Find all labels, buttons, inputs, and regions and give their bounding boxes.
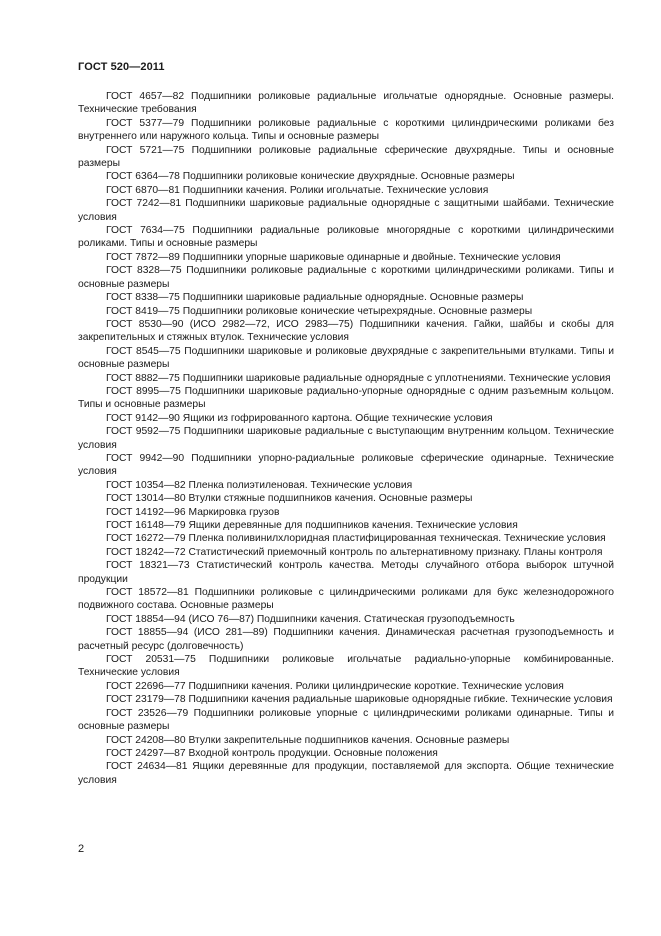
reference-item: ГОСТ 8882—75 Подшипники шариковые радиальные однорядные с уплотнениями. Технические условия (106, 372, 611, 384)
reference-item: ГОСТ 20531—75 Подшипники роликовые игольчатые радиально-упорные комбинированные. Технические условия (78, 654, 614, 679)
reference-item: ГОСТ 24634—81 Ящики деревянные для продукции, поставляемой для экспорта. Общие технические условия (78, 761, 614, 786)
reference-item: ГОСТ 23526—79 Подшипники роликовые упорные с цилиндрическими роликами одинарные. Типы и основные размеры (78, 707, 614, 733)
normative-references-list (78, 90, 614, 787)
reference-item: ГОСТ 14192—96 Маркировка грузов (106, 506, 280, 518)
reference-item: ГОСТ 22696—77 Подшипники качения. Ролики цилиндрические короткие. Технические условия (106, 680, 564, 692)
reference-item: ГОСТ 5377—79 Подшипники роликовые радиальные с короткими цилиндрическими роликами без внутреннего или наружного кольца. Типы и основные размеры (78, 117, 614, 143)
reference-item: ГОСТ 7872—89 Подшипники упорные шариковые одинарные и двойные. Технические условия (106, 251, 561, 263)
page-number: 2 (78, 843, 85, 855)
reference-item: ГОСТ 7634—75 Подшипники радиальные роликовые многорядные с короткими цилиндрическими роликами. Типы и основные размеры (78, 225, 614, 250)
reference-item: ГОСТ 5721—75 Подшипники роликовые радиальные сферические двухрядные. Типы и основные размеры (78, 144, 614, 170)
reference-item: ГОСТ 18242—72 Статистический приемочный контроль по альтернативному признаку. Планы контроля (106, 546, 603, 558)
reference-item: ГОСТ 8545—75 Подшипники шариковые и роликовые двухрядные с закрепительными втулками. Типы и основные размеры (78, 345, 614, 371)
reference-item: ГОСТ 7242—81 Подшипники шариковые радиальные однорядные с защитными шайбами. Технические условия (78, 198, 614, 223)
reference-item: ГОСТ 4657—82 Подшипники роликовые радиальные игольчатые однорядные. Основные размеры. Технические требования (78, 91, 614, 116)
reference-item: ГОСТ 16148—79 Ящики деревянные для подшипников качения. Технические условия (106, 520, 518, 531)
reference-item: ГОСТ 18321—73 Статистический контроль качества. Методы случайного отбора выборок штучной продукции (78, 560, 614, 585)
reference-item: ГОСТ 13014—80 Втулки стяжные подшипников качения. Основные размеры (106, 493, 473, 505)
reference-item: ГОСТ 24208—80 Втулки закрепительные подшипников качения. Основные размеры (106, 734, 510, 746)
reference-item: ГОСТ 8338—75 Подшипники шариковые радиальные однорядные. Основные размеры (106, 292, 524, 304)
reference-item: ГОСТ 23179—78 Подшипники качения радиальные шариковые однорядные гибкие. Технические условия (106, 694, 613, 706)
reference-item: ГОСТ 9942—90 Подшипники упорно-радиальные роликовые сферические одинарные. Технические условия (78, 452, 614, 478)
reference-item: ГОСТ 9142—90 Ящики из гофрированного картона. Общие технические условия (106, 412, 493, 424)
reference-item: ГОСТ 16272—79 Пленка поливинилхлоридная пластифицированная техническая. Технические условия (106, 533, 606, 545)
reference-item: ГОСТ 10354—82 Пленка полиэтиленовая. Технические условия (106, 479, 413, 491)
reference-item: ГОСТ 9592—75 Подшипники шариковые радиальные с выступающим внутренним кольцом. Технические условия (78, 426, 614, 451)
reference-item: ГОСТ 18855—94 (ИСО 281—89) Подшипники качения. Динамическая расчетная грузоподъемность и расчетный ресурс (долговечность) (78, 627, 614, 652)
reference-item: ГОСТ 6364—78 Подшипники роликовые конические двухрядные. Основные размеры (106, 171, 515, 183)
reference-item: ГОСТ 8995—75 Подшипники шариковые радиально-упорные однорядные с одним разъемным кольцом. Типы и основные размеры (78, 385, 614, 411)
reference-item: ГОСТ 6870—81 Подшипники качения. Ролики игольчатые. Технические условия (106, 184, 489, 196)
reference-item: ГОСТ 8530—90 (ИСО 2982—72, ИСО 2983—75) Подшипники качения. Гайки, шайбы и скобы для закрепительных и стяжных втулок. Технические условия (78, 318, 614, 344)
reference-item: ГОСТ 24297—87 Входной контроль продукции. Основные положения (106, 747, 438, 759)
document-header: ГОСТ 520—2011 (78, 61, 165, 73)
reference-item: ГОСТ 18854—94 (ИСО 76—87) Подшипники качения. Статическая грузоподъемность (106, 613, 515, 625)
reference-item: ГОСТ 8328—75 Подшипники роликовые радиальные с короткими цилиндрическими роликами. Типы и основные размеры (78, 265, 614, 290)
reference-item: ГОСТ 8419—75 Подшипники роликовые конические четырехрядные. Основные размеры (106, 305, 533, 317)
reference-item: ГОСТ 18572—81 Подшипники роликовые с цилиндрическими роликами для букс железнодорожного подвижного состава. Основные размеры (78, 587, 614, 612)
